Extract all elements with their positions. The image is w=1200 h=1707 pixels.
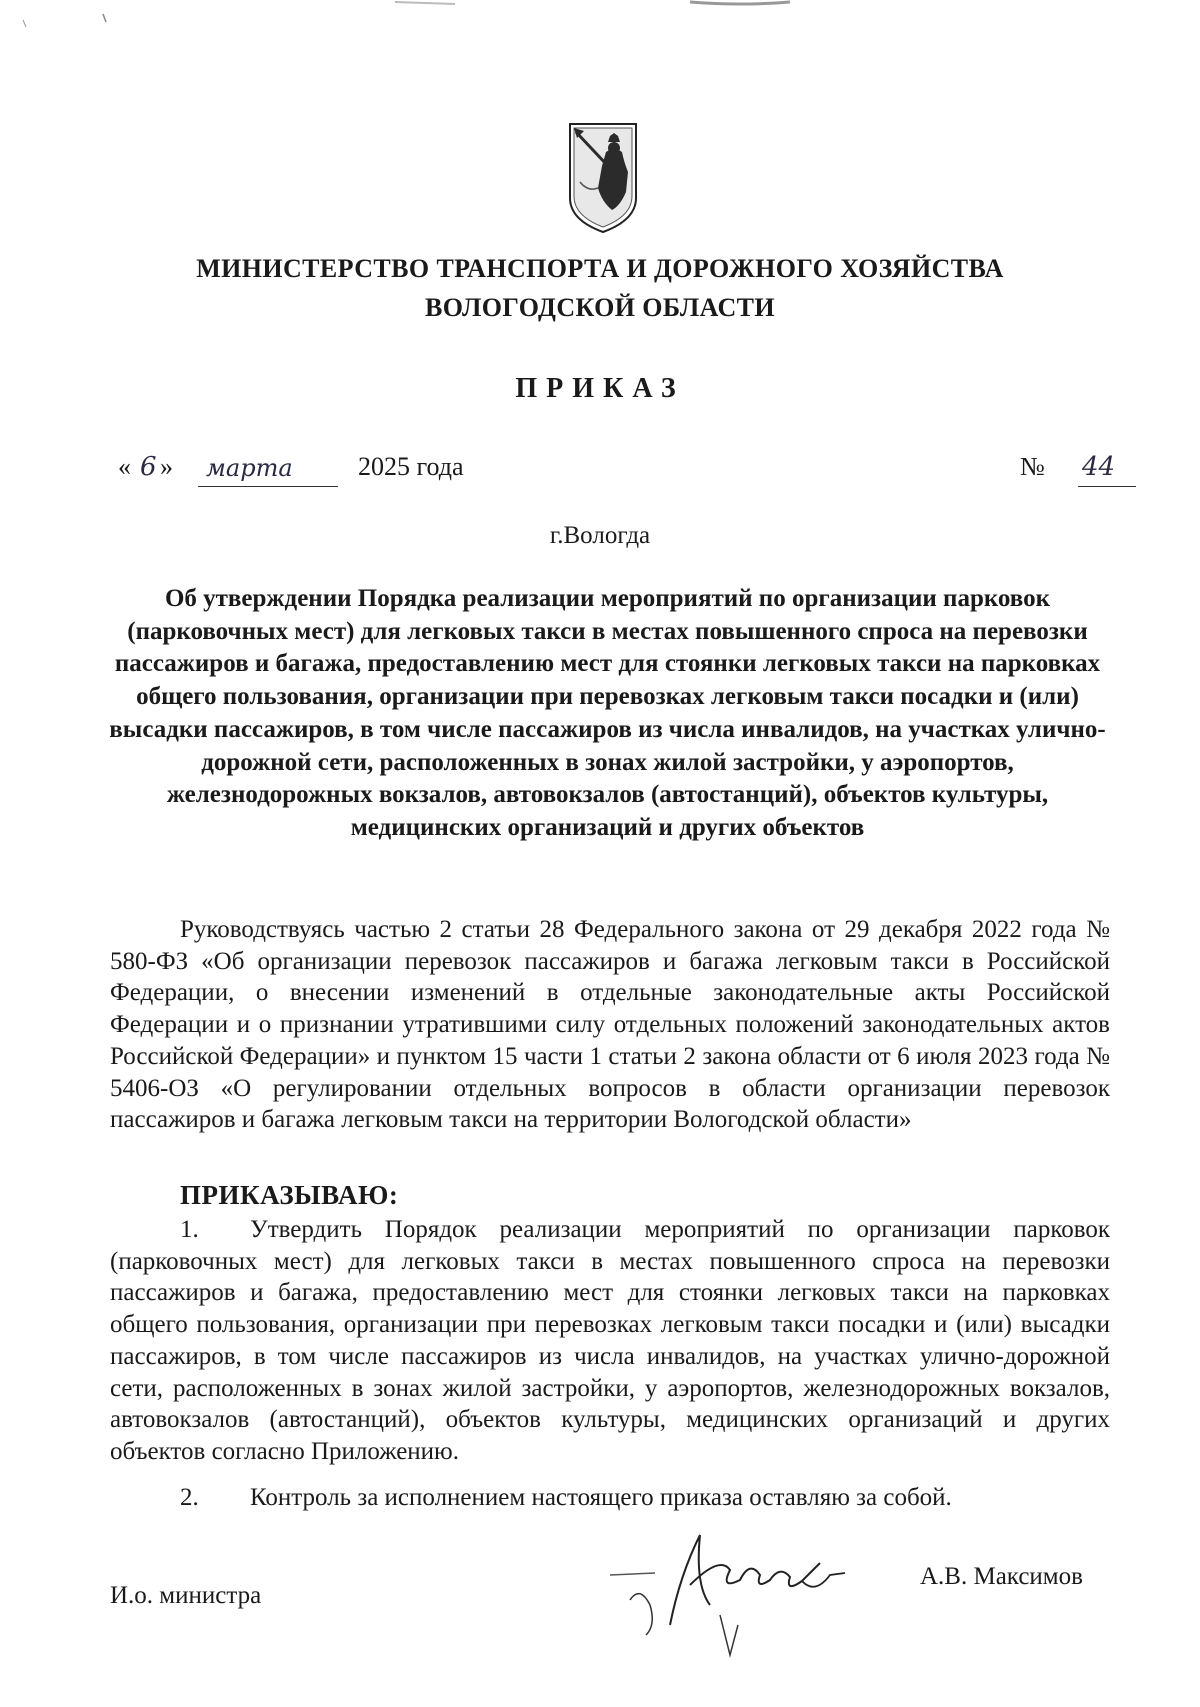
number-underline [1078, 486, 1136, 487]
order-item-2 [110, 1482, 1110, 1514]
document-date [118, 452, 618, 488]
date-month-underline [198, 486, 338, 487]
ministry-title-line1: МИНИСТЕРСТВО ТРАНСПОРТА И ДОРОЖНОГО ХОЗЯЙСТВА [196, 254, 1004, 283]
date-quote-open: « [118, 452, 131, 481]
number-value: 44 [1082, 452, 1116, 482]
order-item-1 [110, 1214, 1110, 1468]
scan-noise [0, 0, 1200, 30]
signatory-name: А.В. Максимов [920, 1563, 1083, 1590]
order-item-number: 2. [180, 1484, 199, 1511]
signatory-position: И.о. министра [110, 1582, 262, 1609]
document-type: ПРИКАЗ [515, 373, 685, 404]
date-month: марта [206, 454, 293, 482]
date-day: 6 [140, 452, 157, 482]
document-number [1020, 452, 1130, 488]
city: г.Вологда [549, 522, 651, 549]
handwritten-signature [570, 1515, 890, 1665]
ministry-title-line2: ВОЛОГОДСКОЙ ОБЛАСТИ [424, 293, 776, 322]
order-item-text: Контроль за исполнением настоящего приказа оставляю за собой. [250, 1484, 952, 1511]
date-year: 2025 года [358, 452, 464, 481]
number-sign: № [1020, 452, 1045, 481]
preamble-paragraph: Руководствуясь частью 2 статьи 28 Федерального закона от 29 декабря 2022 года № 580-ФЗ «Об организации перевозок пассажиров и багажа легковым такси в Российской Федерации, о внесении изменений в отдельные законодательные акты Российской Федерации и о признании утратившими силу отдельных положений законодательных актов Российской Федерации» и пунктом 15 части 1 статьи 2 закона области от 6 июля 2023 года № 5406-ОЗ «О регулировании отдельных вопросов в области организации перевозок пассажиров и багажа легковым такси на территории Вологодской области» [110, 916, 1110, 1134]
document-subject: Об утверждении Порядка реализации мероприятий по организации парковок (парковочных мест) для легковых такси в местах повышенного спроса на перевозки пассажиров и багажа, предоставлению мест для стоянки легковых такси на парковках общего пользования, организации при перевозках легковым такси посадки и (или) высадки пассажиров, в том числе пассажиров из числа инвалидов, на участках улично-дорожной сети, расположенных в зонах жилой застройки, у аэропортов, железнодорожных вокзалов, автовокзалов (автостанций), объектов культуры, медицинских организаций и других объектов [109, 585, 1106, 841]
coat-of-arms-icon [568, 122, 638, 234]
order-item-number: 1. [180, 1216, 199, 1243]
order-item-text: Утвердить Порядок реализации мероприятий по организации парковок (парковочных мест) для легковых такси в местах повышенного спроса на перевозки пассажиров и багажа, предоставлению мест для стоянки легковых такси на парковках общего пользования, организации при перевозках легковым такси посадки и (или) высадки пассажиров, в том числе пассажиров из числа инвалидов, на участках улично-дорожной сети, расположенных в зонах жилой застройки, у аэропортов, железнодорожных вокзалов, автовокзалов (автостанций), объектов культуры, медицинских организаций и других объектов согласно Приложению. [110, 1216, 1110, 1465]
date-quote-close: » [160, 452, 173, 481]
order-word: ПРИКАЗЫВАЮ: [180, 1180, 399, 1210]
